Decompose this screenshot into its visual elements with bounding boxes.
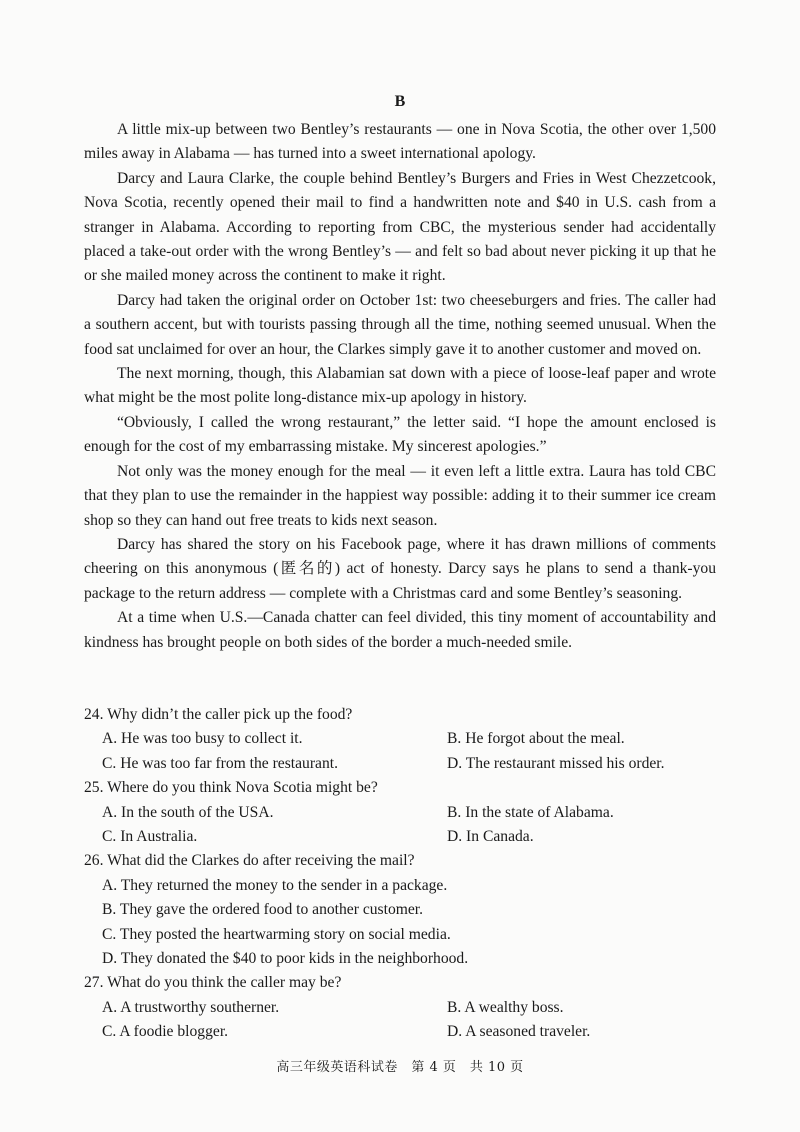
option-b: B. They gave the ordered food to another customer.: [102, 901, 424, 919]
option-d: D. A seasoned traveler.: [447, 1023, 591, 1041]
paragraph: Darcy has shared the story on his Facebook page, where it has drawn millions of comments cheering on this anonymous (匿名的) act of honesty. Darcy says he plans to send a thank-you package to the return address — complete with a Christmas card and some Bentley’s seasoning.: [84, 535, 716, 602]
option-a: A. He was too busy to collect it.: [102, 730, 303, 748]
option-row: [84, 1020, 724, 1044]
option-row: [84, 801, 724, 825]
option-a: A. In the south of the USA.: [102, 803, 274, 821]
section-title: B: [394, 93, 406, 110]
question-27: [84, 971, 724, 1044]
option-b: B. A wealthy boss.: [447, 998, 564, 1016]
option-d: D. In Canada.: [447, 828, 534, 846]
question-stem: 26. What did the Clarkes do after receiving the mail?: [84, 852, 415, 870]
option-a: A. A trustworthy southerner.: [102, 998, 280, 1016]
option-row: [84, 727, 724, 751]
option-row: [84, 996, 724, 1020]
option-a: A. They returned the money to the sender in a package.: [102, 876, 448, 894]
question-list: [84, 703, 724, 1045]
question-25: [84, 776, 724, 849]
option-b: B. In the state of Alabama.: [447, 803, 614, 821]
option-c: C. They posted the heartwarming story on social media.: [102, 925, 451, 943]
question-stem: 27. What do you think the caller may be?: [84, 974, 342, 992]
option-c: C. In Australia.: [102, 828, 198, 846]
paragraph: The next morning, though, this Alabamian sat down with a piece of loose-leaf paper and wrote what might be the most polite long-distance mix-up apology in history.: [84, 365, 716, 407]
paragraph: Darcy had taken the original order on October 1st: two cheeseburgers and fries. The caller had a southern accent, but with tourists passing through all the time, nothing seemed unusual. When the food sat unclaimed for over an hour, the Clarkes simply gave it to another customer and moved on.: [84, 291, 716, 358]
option-row: [84, 825, 724, 849]
option-row: [84, 752, 724, 776]
question-stem: 24. Why didn’t the caller pick up the food?: [84, 706, 353, 723]
page-footer: 高三年级英语科试卷 第 4 页 共 10 页: [276, 1060, 524, 1075]
question-26: [84, 849, 724, 971]
question-stem: 25. Where do you think Nova Scotia might be?: [84, 779, 378, 797]
paragraph: Not only was the money enough for the meal — it even left a little extra. Laura has told CBC that they plan to use the remainder in the happiest way possible: adding it to their summer ice cream shop so they can hand out free treats to kids next season.: [84, 462, 716, 529]
option-d: D. The restaurant missed his order.: [447, 754, 665, 772]
paragraph: At a time when U.S.—Canada chatter can feel divided, this tiny moment of accountability and kindness has brought people on both sides of the border a much-needed smile.: [84, 609, 716, 651]
paragraph: Darcy and Laura Clarke, the couple behind Bentley’s Burgers and Fries in West Chezzetcook, Nova Scotia, recently opened their mail to find a handwritten note and $40 in U.S. cash from a stranger in Alabama. According to reporting from CBC, the mysterious sender had accidentally placed a take-out order with the wrong Bentley’s — and felt so bad about never picking it up that he or she mailed money across the continent to make it right.: [84, 169, 716, 285]
option-c: C. He was too far from the restaurant.: [102, 754, 338, 772]
option-b: B. He forgot about the meal.: [447, 730, 625, 748]
question-24: [84, 703, 724, 776]
paragraph: A little mix-up between two Bentley’s restaurants — one in Nova Scotia, the other over 1,500 miles away in Alabama — has turned into a sweet international apology.: [84, 121, 716, 163]
option-d: D. They donated the $40 to poor kids in the neighborhood.: [102, 950, 469, 968]
reading-passage: [84, 118, 716, 655]
option-c: C. A foodie blogger.: [102, 1023, 229, 1041]
paragraph: “Obviously, I called the wrong restaurant,” the letter said. “I hope the amount enclosed is enough for the cost of my embarrassing mistake. My sincerest apologies.”: [84, 413, 716, 456]
